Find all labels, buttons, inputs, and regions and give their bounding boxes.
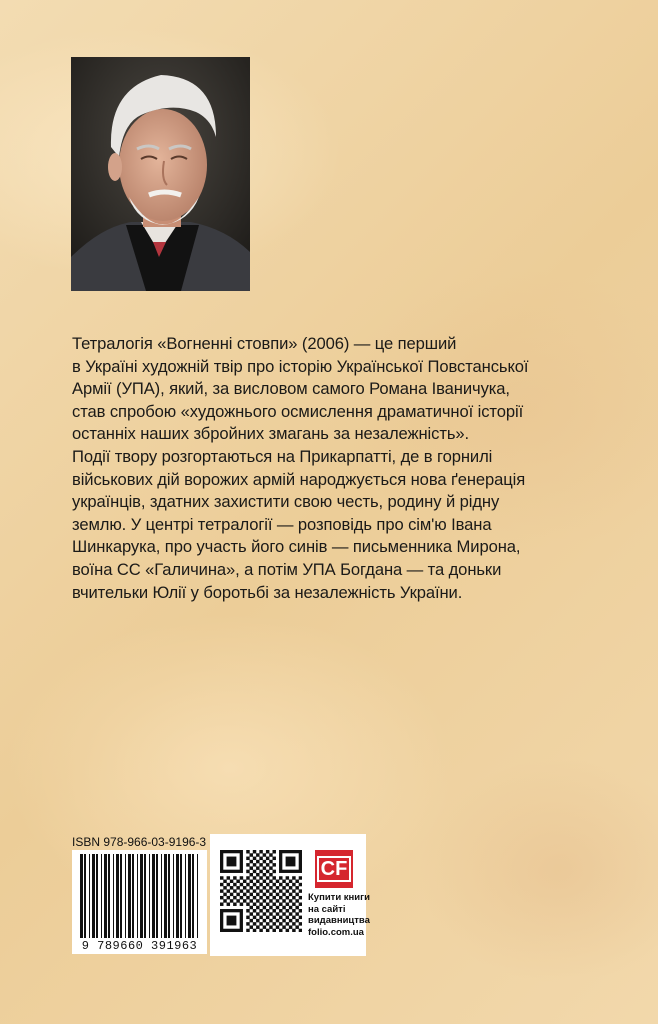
qr-module	[299, 902, 302, 905]
qr-module	[253, 876, 256, 879]
qr-module	[250, 860, 253, 863]
qr-module	[223, 886, 226, 889]
description-line: Армії (УПА), який, за висловом самого Романа Іваничука,	[72, 379, 510, 399]
barcode-digits: 9 789660 391963	[72, 938, 207, 954]
qr-module	[230, 886, 233, 889]
qr-module	[292, 909, 295, 912]
description-paragraph	[72, 333, 632, 604]
barcode-bar	[116, 854, 119, 938]
qr-module	[266, 857, 269, 860]
qr-module	[233, 902, 236, 905]
barcode-bar	[180, 854, 182, 938]
qr-module	[233, 876, 236, 879]
qr-module	[256, 912, 259, 915]
qr-module	[279, 889, 282, 892]
barcode-bar	[197, 854, 198, 938]
qr-module	[259, 896, 262, 899]
book-description	[72, 333, 632, 604]
description-line: українців, здатних захистити свою честь, родину й рідну	[72, 492, 500, 512]
qr-module	[263, 866, 266, 869]
qr-module	[276, 893, 279, 896]
qr-module	[243, 899, 246, 902]
barcode-bar	[125, 854, 126, 938]
qr-module	[250, 925, 253, 928]
qr-module	[233, 883, 236, 886]
qr-module	[295, 906, 298, 909]
qr-module	[246, 922, 249, 925]
barcode-bar	[173, 854, 174, 938]
barcode-bar	[80, 854, 83, 938]
qr-module	[236, 899, 239, 902]
qr-module	[256, 853, 259, 856]
qr-module	[250, 853, 253, 856]
qr-module	[269, 912, 272, 915]
qr-module	[230, 899, 233, 902]
qr-module	[292, 896, 295, 899]
qr-module	[263, 853, 266, 856]
qr-module	[266, 863, 269, 866]
qr-module	[282, 906, 285, 909]
qr-module	[276, 906, 279, 909]
qr-module	[259, 876, 262, 879]
qr-module	[292, 883, 295, 886]
qr-module	[227, 896, 230, 899]
qr-module	[263, 899, 266, 902]
qr-module	[266, 883, 269, 886]
isbn-block	[72, 832, 207, 956]
qr-module	[272, 902, 275, 905]
qr-module	[276, 880, 279, 883]
qr-module	[286, 876, 289, 879]
barcode-bar	[104, 854, 107, 938]
barcode-bar	[137, 854, 138, 938]
qr-module	[295, 925, 298, 928]
qr-module	[269, 860, 272, 863]
barcode-bar	[144, 854, 146, 938]
qr-module	[276, 919, 279, 922]
promo-line: на сайті	[308, 903, 346, 915]
qr-module	[289, 925, 292, 928]
qr-module	[253, 857, 256, 860]
qr-module	[299, 922, 302, 925]
qr-module	[250, 873, 253, 876]
isbn-label: ISBN 978-966-03-9196-3	[72, 835, 207, 849]
qr-module	[263, 925, 266, 928]
qr-module	[279, 902, 282, 905]
barcode-bar	[161, 854, 162, 938]
qr-module	[263, 919, 266, 922]
qr-module	[282, 886, 285, 889]
qr-module	[286, 889, 289, 892]
qr-module	[289, 886, 292, 889]
qr-module	[223, 880, 226, 883]
qr-module	[250, 893, 253, 896]
qr-module	[259, 916, 262, 919]
qr-module	[269, 880, 272, 883]
qr-module	[286, 902, 289, 905]
qr-module	[250, 919, 253, 922]
barcode-bar	[101, 854, 102, 938]
qr-module	[276, 899, 279, 902]
qr-module	[272, 909, 275, 912]
qr-module	[227, 902, 230, 905]
qr-module	[263, 873, 266, 876]
qr-module	[295, 880, 298, 883]
qr-module	[246, 863, 249, 866]
qr-module	[240, 876, 243, 879]
qr-module	[230, 893, 233, 896]
barcode-bar	[92, 854, 95, 938]
qr-module	[259, 870, 262, 873]
qr-module	[250, 912, 253, 915]
qr-module	[253, 896, 256, 899]
qr-module	[289, 893, 292, 896]
qr-module	[269, 899, 272, 902]
qr-module	[256, 860, 259, 863]
qr-module	[282, 912, 285, 915]
qr-module	[220, 889, 223, 892]
qr-module	[266, 929, 269, 932]
qr-module	[236, 886, 239, 889]
barcode-bar	[140, 854, 143, 938]
qr-module	[276, 886, 279, 889]
qr-module	[266, 916, 269, 919]
qr-module	[259, 883, 262, 886]
qr-module	[256, 893, 259, 896]
qr-finder	[227, 916, 237, 926]
qr-module	[240, 902, 243, 905]
qr-module	[286, 922, 289, 925]
qr-module	[236, 893, 239, 896]
qr-module	[282, 919, 285, 922]
qr-module	[286, 916, 289, 919]
description-line: Шинкарука, про участь його синів — письменника Мирона,	[72, 537, 521, 557]
barcode-bar	[84, 854, 86, 938]
qr-module	[253, 929, 256, 932]
qr-module	[272, 922, 275, 925]
qr-module	[279, 922, 282, 925]
qr-module	[250, 906, 253, 909]
qr-module	[223, 899, 226, 902]
barcode-bar	[96, 854, 98, 938]
qr-module	[253, 889, 256, 892]
description-line: Тетралогія «Вогненні стовпи» (2006) — це перший	[72, 334, 457, 353]
qr-module	[220, 896, 223, 899]
qr-module	[299, 876, 302, 879]
barcode-bar	[132, 854, 134, 938]
qr-module	[279, 929, 282, 932]
qr-module	[286, 909, 289, 912]
qr-module	[299, 929, 302, 932]
qr-module	[227, 889, 230, 892]
qr-module	[220, 876, 223, 879]
promo-text	[308, 892, 370, 938]
qr-module	[299, 889, 302, 892]
qr-module	[292, 916, 295, 919]
qr-code-icon[interactable]	[220, 850, 302, 932]
qr-module	[240, 883, 243, 886]
qr-module	[253, 902, 256, 905]
qr-module	[227, 876, 230, 879]
barcode-bar	[164, 854, 167, 938]
author-portrait	[71, 57, 250, 291]
qr-module	[246, 896, 249, 899]
qr-module	[250, 880, 253, 883]
qr-module	[266, 850, 269, 853]
qr-module	[250, 899, 253, 902]
barcode-bar	[108, 854, 110, 938]
description-line: став спробою «художнього осмислення драматичної історії	[72, 401, 524, 421]
qr-module	[256, 899, 259, 902]
barcode-bar	[185, 854, 186, 938]
qr-module	[256, 873, 259, 876]
description-line: Події твору розгортаються на Прикарпатті, де в горнилі	[72, 446, 493, 466]
qr-module	[266, 896, 269, 899]
logo-text: CF	[317, 856, 352, 882]
qr-module	[253, 870, 256, 873]
qr-module	[289, 906, 292, 909]
barcode-bar	[156, 854, 158, 938]
qr-module	[269, 853, 272, 856]
description-line: військових дій ворожих армій народжується нова ґенерація	[72, 469, 526, 489]
qr-module	[266, 889, 269, 892]
qr-module	[272, 857, 275, 860]
qr-module	[259, 922, 262, 925]
qr-module	[272, 883, 275, 886]
qr-module	[282, 880, 285, 883]
qr-module	[269, 886, 272, 889]
qr-module	[292, 876, 295, 879]
qr-module	[295, 919, 298, 922]
qr-module	[279, 883, 282, 886]
qr-module	[266, 909, 269, 912]
qr-module	[223, 893, 226, 896]
publisher-promo	[210, 834, 370, 956]
qr-module	[233, 896, 236, 899]
qr-module	[272, 870, 275, 873]
barcode-bar	[120, 854, 122, 938]
qr-module	[269, 893, 272, 896]
qr-module	[282, 925, 285, 928]
qr-module	[246, 870, 249, 873]
qr-module	[279, 909, 282, 912]
description-line: землю. У центрі тетралогії — розповідь про сім'ю Івана	[72, 514, 492, 534]
qr-module	[259, 909, 262, 912]
qr-module	[279, 876, 282, 879]
qr-module	[289, 919, 292, 922]
promo-url[interactable]: folio.com.ua	[308, 926, 364, 938]
qr-module	[266, 902, 269, 905]
qr-module	[266, 922, 269, 925]
qr-module	[269, 919, 272, 922]
qr-module	[272, 929, 275, 932]
qr-module	[266, 876, 269, 879]
qr-module	[256, 906, 259, 909]
qr-module	[250, 886, 253, 889]
qr-module	[246, 857, 249, 860]
qr-module	[253, 916, 256, 919]
qr-module	[282, 893, 285, 896]
barcode-bar	[149, 854, 150, 938]
qr-module	[246, 889, 249, 892]
qr-module	[259, 902, 262, 905]
qr-module	[220, 902, 223, 905]
qr-module	[259, 863, 262, 866]
barcode-bar	[188, 854, 191, 938]
qr-module	[286, 883, 289, 886]
description-line: останніх наших збройних змагань за незалежність».	[72, 424, 470, 444]
qr-module	[272, 876, 275, 879]
qr-module	[272, 850, 275, 853]
qr-module	[256, 925, 259, 928]
qr-module	[272, 889, 275, 892]
qr-module	[233, 889, 236, 892]
qr-module	[263, 886, 266, 889]
qr-module	[292, 929, 295, 932]
barcode-bar	[152, 854, 155, 938]
qr-module	[289, 899, 292, 902]
qr-finder	[227, 857, 237, 867]
qr-module	[292, 922, 295, 925]
qr-module	[236, 880, 239, 883]
qr-module	[279, 916, 282, 919]
qr-module	[299, 916, 302, 919]
qr-module	[246, 916, 249, 919]
qr-module	[253, 883, 256, 886]
qr-module	[295, 893, 298, 896]
qr-module	[246, 902, 249, 905]
qr-module	[240, 896, 243, 899]
description-line: вчительки Юлії у боротьбі за незалежність України.	[72, 582, 463, 602]
qr-finder	[286, 857, 296, 867]
qr-module	[269, 873, 272, 876]
qr-module	[282, 899, 285, 902]
qr-module	[259, 889, 262, 892]
qr-module	[266, 870, 269, 873]
qr-module	[250, 866, 253, 869]
qr-module	[246, 929, 249, 932]
qr-module	[246, 850, 249, 853]
barcode-graphic	[72, 850, 207, 942]
qr-module	[246, 876, 249, 879]
description-line: воїна СС «Галичина», а потім УПА Богдана — та доньки	[72, 559, 502, 579]
barcode-bar	[128, 854, 131, 938]
barcode-bar	[192, 854, 194, 938]
qr-module	[299, 883, 302, 886]
qr-module	[292, 889, 295, 892]
qr-module	[286, 929, 289, 932]
publisher-logo	[315, 850, 353, 888]
qr-module	[263, 912, 266, 915]
qr-module	[253, 909, 256, 912]
qr-module	[256, 880, 259, 883]
qr-module	[289, 880, 292, 883]
qr-module	[286, 896, 289, 899]
qr-module	[269, 925, 272, 928]
portrait-photo	[71, 57, 250, 291]
qr-module	[243, 893, 246, 896]
barcode-bar	[168, 854, 170, 938]
qr-module	[259, 857, 262, 860]
qr-module	[246, 883, 249, 886]
qr-module	[256, 886, 259, 889]
qr-module	[289, 912, 292, 915]
qr-module	[263, 860, 266, 863]
qr-module	[256, 866, 259, 869]
qr-module	[295, 899, 298, 902]
qr-module	[276, 925, 279, 928]
qr-module	[269, 906, 272, 909]
qr-module	[253, 922, 256, 925]
qr-module	[243, 886, 246, 889]
qr-module	[295, 912, 298, 915]
qr-module	[243, 880, 246, 883]
qr-module	[299, 896, 302, 899]
qr-module	[272, 896, 275, 899]
qr-module	[253, 850, 256, 853]
qr-module	[220, 883, 223, 886]
barcode-bar	[113, 854, 114, 938]
qr-module	[272, 863, 275, 866]
qr-module	[272, 916, 275, 919]
barcode-bar	[89, 854, 90, 938]
qr-module	[269, 866, 272, 869]
qr-module	[259, 850, 262, 853]
qr-module	[227, 883, 230, 886]
promo-line: Купити книги	[308, 892, 370, 903]
qr-module	[295, 886, 298, 889]
qr-module	[259, 929, 262, 932]
qr-module	[292, 902, 295, 905]
description-line: в Україні художній твір про історію Української Повстанської	[72, 356, 529, 376]
qr-module	[256, 919, 259, 922]
qr-module	[240, 889, 243, 892]
qr-module	[276, 912, 279, 915]
qr-module	[279, 896, 282, 899]
qr-module	[230, 880, 233, 883]
qr-module	[299, 909, 302, 912]
promo-line: видавництва	[308, 915, 370, 926]
qr-module	[263, 906, 266, 909]
qr-module	[246, 909, 249, 912]
qr-module	[253, 863, 256, 866]
barcode-bar	[176, 854, 179, 938]
qr-module	[263, 880, 266, 883]
qr-module	[263, 893, 266, 896]
